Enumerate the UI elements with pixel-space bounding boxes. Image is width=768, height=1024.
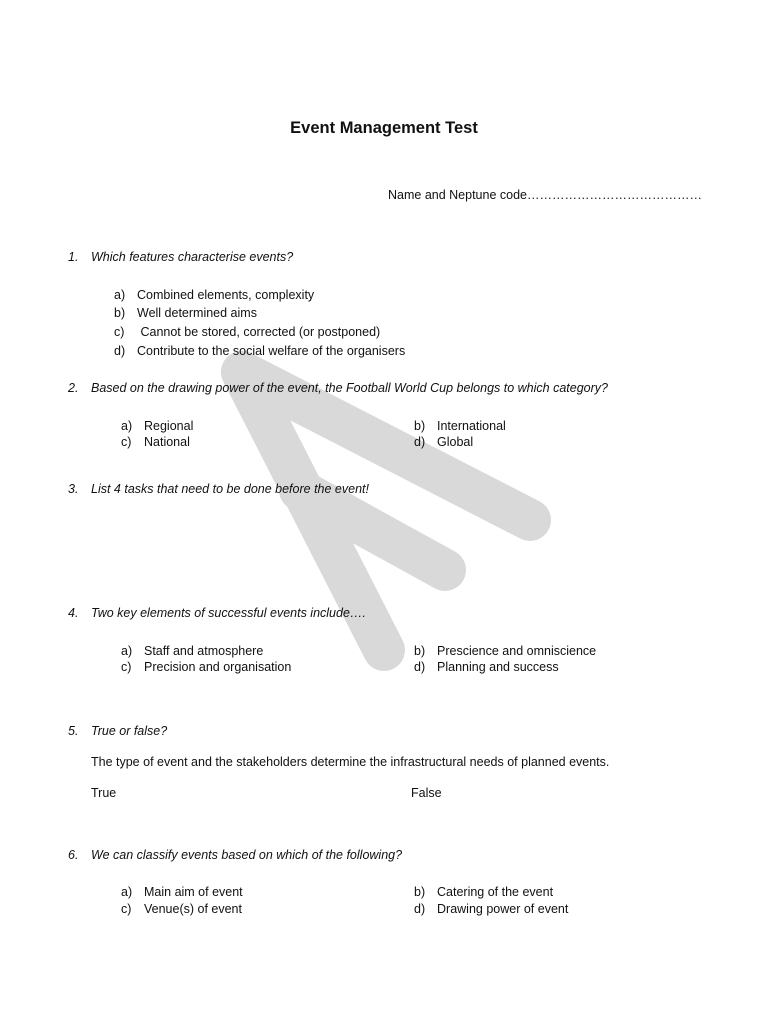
option-text: National [144,435,190,449]
q6-option-b[interactable] [414,885,553,899]
q5-true-option[interactable]: True [91,786,117,800]
question-text: List 4 tasks that need to be done before the event! [91,482,369,496]
question-3 [68,482,369,496]
option-text: Drawing power of event [437,902,569,916]
page-title: Event Management Test [290,119,478,137]
option-label: d) [414,435,426,449]
q4-option-c[interactable] [121,660,291,674]
option-label: a) [114,288,126,302]
option-text: Well determined aims [137,306,257,320]
q1-option-a[interactable] [114,288,314,302]
option-text: Regional [144,419,194,433]
question-number: 1. [68,250,79,264]
question-number: 2. [68,381,79,395]
question-6 [68,848,402,862]
option-label: d) [414,660,426,674]
question-4 [68,606,366,620]
option-text: Main aim of event [144,885,243,899]
question-2 [68,381,608,395]
question-text: True or false? [91,724,168,738]
q5-false-option[interactable]: False [411,786,442,800]
question-number: 5. [68,724,79,738]
option-label: a) [121,419,133,433]
option-text: Precision and organisation [144,660,292,674]
question-text: Which features characterise events? [91,250,294,264]
option-label: d) [114,344,126,358]
option-text: Contribute to the social welfare of the organisers [137,344,406,358]
option-text: International [437,419,506,433]
q2-option-d[interactable] [414,435,473,449]
question-text: We can classify events based on which of the following? [91,848,403,862]
option-label: a) [121,644,133,658]
option-label: b) [414,644,426,658]
question-text: Two key elements of successful events include…. [91,606,366,620]
option-label: c) [121,435,132,449]
option-label: c) [121,902,132,916]
option-text: Planning and success [437,660,559,674]
option-label: c) [121,660,132,674]
q6-option-c[interactable] [121,902,242,916]
option-text: Combined elements, complexity [137,288,315,302]
q1-option-b[interactable] [114,306,257,320]
option-label: b) [414,885,426,899]
q6-option-d[interactable] [414,902,568,916]
q4-option-a[interactable] [121,644,263,658]
q2-option-a[interactable] [121,419,193,433]
option-text: Catering of the event [437,885,554,899]
option-text: Staff and atmosphere [144,644,264,658]
option-label: b) [114,306,126,320]
q2-option-c[interactable] [121,435,190,449]
option-text: Prescience and omniscience [437,644,597,658]
q1-option-c[interactable] [114,325,380,339]
option-text: Venue(s) of event [144,902,242,916]
option-text: Cannot be stored, corrected (or postponed) [137,325,381,339]
q5-statement: The type of event and the stakeholders determine the infrastructural needs of planned events. [91,755,610,769]
option-label: a) [121,885,133,899]
q4-option-b[interactable] [414,644,596,658]
question-text: Based on the drawing power of the event, the Football World Cup belongs to which category? [91,381,608,395]
question-number: 4. [68,606,79,620]
option-text: Global [437,435,474,449]
question-number: 3. [68,482,79,496]
question-number: 6. [68,848,79,862]
q6-option-a[interactable] [121,885,243,899]
name-neptune-field[interactable]: Name and Neptune code…………………………………… [388,188,702,202]
q1-option-d[interactable] [114,344,405,358]
option-label: c) [114,325,125,339]
option-label: d) [414,902,426,916]
q4-option-d[interactable] [414,660,559,674]
q2-option-b[interactable] [414,419,506,433]
question-1 [68,250,293,264]
question-5 [68,724,167,738]
option-label: b) [414,419,426,433]
